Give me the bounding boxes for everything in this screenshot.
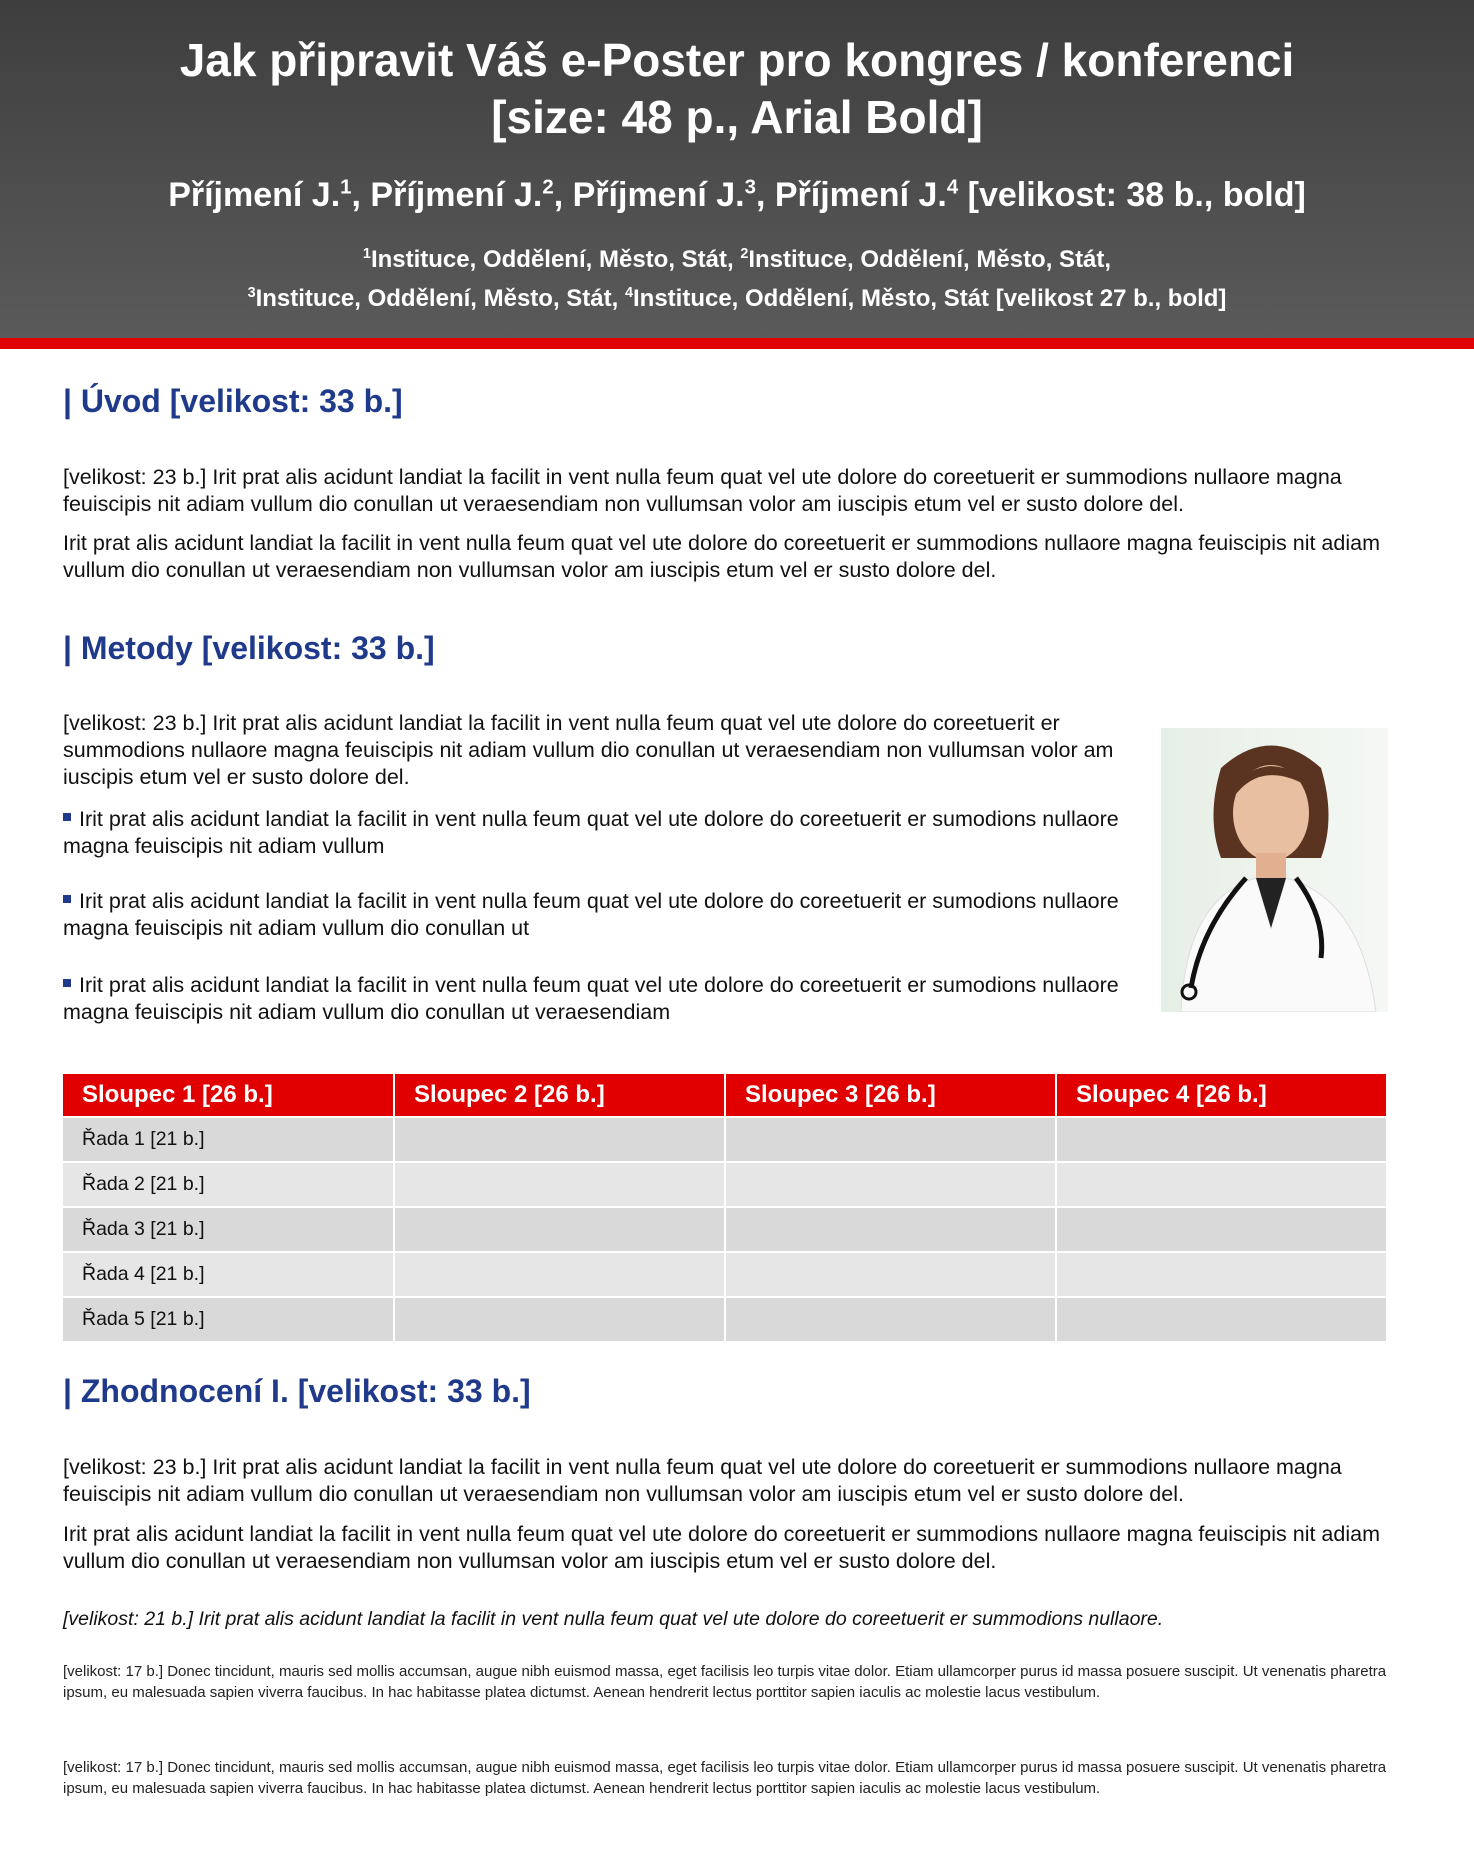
author-sup: 2 (542, 176, 554, 199)
evaluation-paragraph: [velikost: 23 b.] Irit prat alis acidunt landiat la facilit in vent nulla feum quat vel ute dolore do coreetuerit er summodions nullaore magna feuiscipis nit adiam vullum dio conullan ut veraesendiam non vullumsan volor am iuscipis etum vel er susto dolore del. (63, 1455, 1342, 1506)
bullet-text: Irit prat alis acidunt landiat la facilit in vent nulla feum quat vel ute dolore do coreetuerit er sumodions nullaore magna feuiscipis nit adiam vullum dio conullan ut veraesendiam (63, 973, 1119, 1024)
table-cell (725, 1252, 1056, 1297)
header-divider (0, 338, 1474, 349)
affil-note: [velikost 27 b., bold] (995, 285, 1227, 312)
table-row (63, 1117, 1387, 1162)
table-row (63, 1207, 1387, 1252)
evaluation-heading: | Zhodnocení I. [velikost: 33 b.] (63, 1373, 531, 1409)
table-header-cell: Sloupec 4 [26 b.] (1056, 1074, 1387, 1117)
table-cell (1056, 1117, 1387, 1162)
affil-sup: 3 (247, 285, 256, 301)
title-line-1: Jak připravit Váš e-Poster pro kongres / konferenci (179, 34, 1295, 86)
affiliation: Instituce, Oddělení, Město, Stát, (370, 246, 734, 273)
table-header-cell: Sloupec 3 [26 b.] (725, 1074, 1056, 1117)
table-cell (725, 1207, 1056, 1252)
bullet-item (63, 888, 1128, 942)
affiliations (0, 240, 1474, 318)
methods-heading: | Metody [velikost: 33 b.] (63, 630, 435, 666)
title-line-2: [size: 48 p., Arial Bold] (491, 91, 983, 143)
poster-header (0, 0, 1474, 338)
bullet-square-icon (63, 979, 71, 987)
author: Příjmení J. (168, 176, 341, 214)
table-header-cell: Sloupec 1 [26 b.] (63, 1074, 394, 1117)
intro-paragraph: [velikost: 23 b.] Irit prat alis acidunt landiat la facilit in vent nulla feum quat vel ute dolore do coreetuerit er summodions nullaore magna feuiscipis nit adiam vullum dio conullan ut veraesendiam non vullumsan volor am iuscipis etum vel er susto dolore del. (63, 465, 1342, 516)
row-label: Řada 5 [21 b.] (63, 1297, 394, 1342)
authors-note: [velikost: 38 b., bold] (967, 176, 1306, 214)
author: Příjmení J. (572, 176, 745, 214)
table-row (63, 1162, 1387, 1207)
table-cell (394, 1117, 725, 1162)
affiliation: Instituce, Oddělení, Město, Stát, (748, 246, 1112, 273)
table-cell (394, 1162, 725, 1207)
table-row (63, 1252, 1387, 1297)
intro-heading: | Úvod [velikost: 33 b.] (63, 383, 403, 419)
table-header-cell: Sloupec 2 [26 b.] (394, 1074, 725, 1117)
methods-paragraph: [velikost: 23 b.] Irit prat alis acidunt landiat la facilit in vent nulla feum quat vel ute dolore do coreetuerit er summodions nullaore magna feuiscipis nit adiam vullum dio conullan ut veraesendiam non vullumsan volor am iuscipis etum vel er susto dolore del. (63, 711, 1114, 789)
bullet-item (63, 806, 1128, 860)
small-paragraph: [velikost: 17 b.] Donec tincidunt, mauris sed mollis accumsan, augue nibh euismod massa, eget facilisis leo turpis vitae dolor. Etiam ullamcorper purus id massa posuere suscipit. Ut venenatis pharetra ipsum, eu malesuada sapien viverra faucibus. In hac habitasse platea dictumst. Aenean hendrerit lectus porttitor sapien iaculis ac molestie lacus vestibulum. (63, 1759, 1387, 1797)
row-label: Řada 4 [21 b.] (63, 1252, 394, 1297)
authors: Příjmení J.$^1$, Příjmení J.$^2$, Příjmení J.$^3$, Příjmení J.$^4$ [velikost: 38 b., bold] (168, 176, 1306, 214)
author: Příjmení J. (774, 176, 947, 214)
table-cell (1056, 1207, 1387, 1252)
small-paragraph: [velikost: 17 b.] Donec tincidunt, mauris sed mollis accumsan, augue nibh euismod massa, eget facilisis leo turpis vitae dolor. Etiam ullamcorper purus id massa posuere suscipit. Ut venenatis pharetra ipsum, eu malesuada sapien viverra faucibus. In hac habitasse platea dictumst. Aenean hendrerit lectus porttitor sapien iaculis ac molestie lacus vestibulum. (63, 1663, 1387, 1701)
table-cell (394, 1252, 725, 1297)
table-cell (394, 1207, 725, 1252)
bullet-square-icon (63, 895, 71, 903)
author-sup: 3 (744, 176, 756, 199)
affil-sup: 4 (624, 285, 633, 301)
doctor-photo (1161, 728, 1388, 1012)
table-cell (1056, 1162, 1387, 1207)
table-cell (1056, 1297, 1387, 1342)
author: Příjmení J. (370, 176, 543, 214)
author-sup: 1 (340, 176, 352, 199)
row-label: Řada 1 [21 b.] (63, 1117, 394, 1162)
affiliation: Instituce, Oddělení, Město, Stát, (255, 285, 619, 312)
data-table (63, 1074, 1388, 1343)
table-cell (725, 1117, 1056, 1162)
bullet-square-icon (63, 813, 71, 821)
row-label: Řada 3 [21 b.] (63, 1207, 394, 1252)
table-cell (394, 1297, 725, 1342)
table-cell (725, 1297, 1056, 1342)
italic-note: [velikost: 21 b.] Irit prat alis acidunt landiat la facilit in vent nulla feum quat vel ute dolore do coreetuerit er summodions nullaore. (63, 1608, 1164, 1630)
intro-paragraph: Irit prat alis acidunt landiat la facilit in vent nulla feum quat vel ute dolore do coreetuerit er summodions nullaore magna feuiscipis nit adiam vullum dio conullan ut veraesendiam non vullumsan volor am iuscipis etum vel er susto dolore del. (63, 531, 1380, 582)
table-cell (1056, 1252, 1387, 1297)
bullet-text: Irit prat alis acidunt landiat la facilit in vent nulla feum quat vel ute dolore do coreetuerit er sumodions nullaore magna feuiscipis nit adiam vullum (63, 807, 1119, 858)
affil-sup: 2 (740, 246, 749, 262)
author-sup: 4 (946, 176, 959, 199)
evaluation-paragraph: Irit prat alis acidunt landiat la facilit in vent nulla feum quat vel ute dolore do coreetuerit er summodions nullaore magna feuiscipis nit adiam vullum dio conullan ut veraesendiam non vullumsan volor am iuscipis etum vel er susto dolore del. (63, 1522, 1380, 1573)
row-label: Řada 2 [21 b.] (63, 1162, 394, 1207)
poster-title (0, 32, 1474, 146)
bullet-item (63, 972, 1128, 1026)
affiliation: Instituce, Oddělení, Město, Stát (632, 285, 990, 312)
bullet-text: Irit prat alis acidunt landiat la facilit in vent nulla feum quat vel ute dolore do coreetuerit er sumodions nullaore magna feuiscipis nit adiam vullum dio conullan ut (63, 889, 1119, 940)
table-row (63, 1297, 1387, 1342)
table-cell (725, 1162, 1056, 1207)
affil-sup: 1 (362, 246, 371, 262)
